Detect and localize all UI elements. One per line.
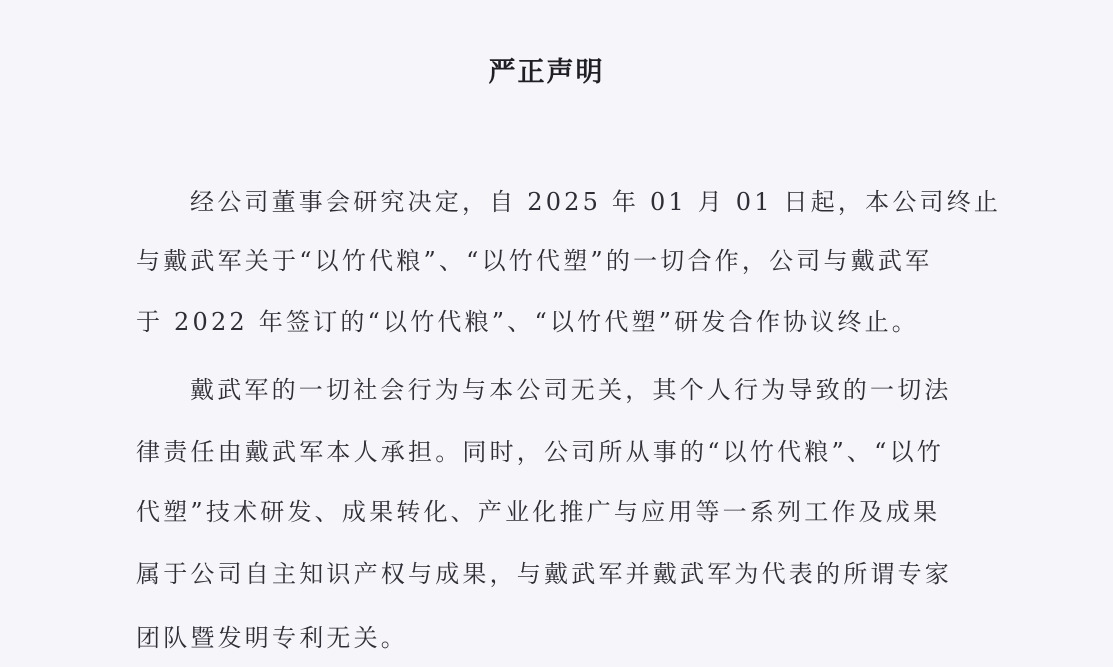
- paragraph-1-line-3: 于 2022 年签订的“以竹代粮”、“以竹代塑”研发合作协议终止。: [136, 308, 920, 336]
- paragraph-2-line-2: 律责任由戴武军本人承担。同时，公司所从事的“以竹代粮”、“以竹: [136, 438, 945, 466]
- paragraph-1-line-2: 与戴武军关于“以竹代粮”、“以竹代塑”的一切合作，公司与戴武军: [136, 247, 933, 275]
- paragraph-2-line-3: 代塑”技术研发、成果转化、产业化推广与应用等一系列工作及成果: [136, 498, 941, 526]
- paragraph-2-line-1: 戴武军的一切社会行为与本公司无关，其个人行为导致的一切法: [190, 376, 952, 404]
- paragraph-2-line-5: 团队暨发明专利无关。: [136, 624, 408, 652]
- paragraph-2-line-4: 属于公司自主知识产权与成果，与戴武军并戴武军为代表的所谓专家: [136, 560, 952, 588]
- paragraph-1-line-1: 经公司董事会研究决定，自 2025 年 01 月 01 日起，本公司终止: [190, 188, 1002, 216]
- statement-title: 严正声明: [488, 57, 605, 88]
